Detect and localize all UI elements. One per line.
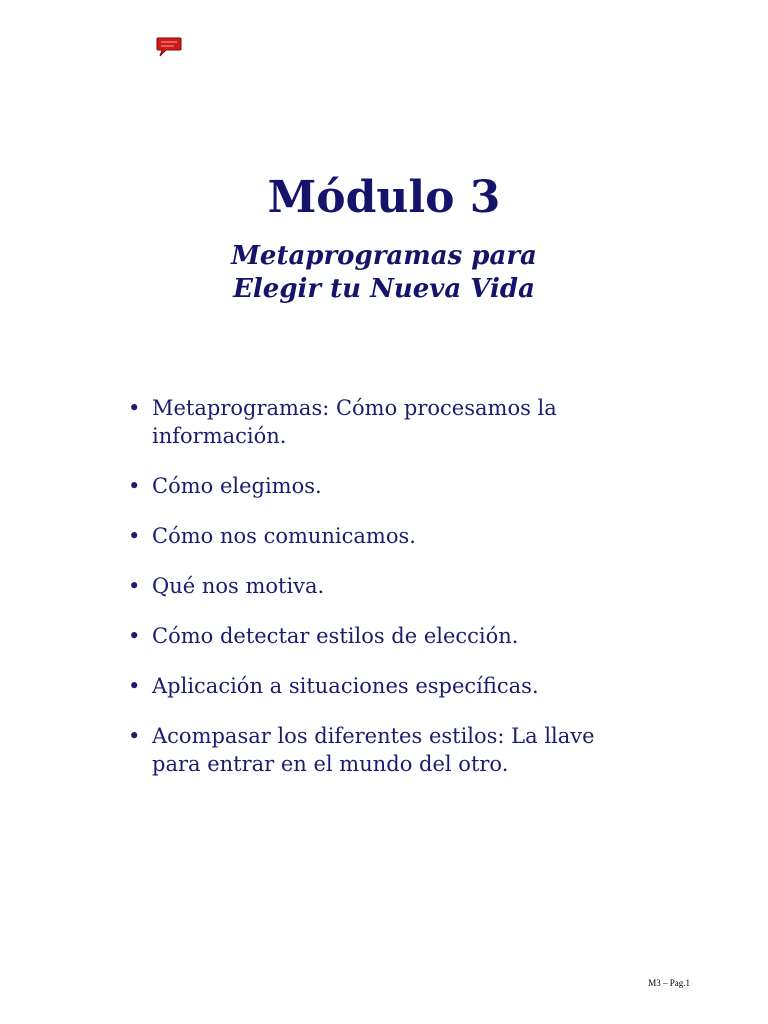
bullet-icon: • — [128, 524, 141, 548]
topic-item — [128, 472, 688, 500]
topic-line: para entrar en el mundo del otro. — [152, 752, 509, 776]
topic-line: Cómo nos comunicamos. — [152, 524, 416, 548]
topic-item — [128, 394, 688, 450]
topic-line: Acompasar los diferentes estilos: La llave — [152, 724, 595, 748]
topic-line: Qué nos motiva. — [152, 574, 325, 598]
speech-bubble-icon[interactable] — [156, 37, 182, 57]
topic-line: Cómo elegimos. — [152, 474, 322, 498]
bullet-icon: • — [128, 396, 141, 420]
bullet-icon: • — [128, 674, 141, 698]
topic-line: Metaprogramas: Cómo procesamos la — [152, 396, 557, 420]
module-title: Módulo 3 — [267, 172, 501, 223]
topic-line: información. — [152, 424, 287, 448]
topic-item — [128, 672, 688, 700]
topic-line: Aplicación a situaciones específicas. — [152, 674, 539, 698]
bullet-icon: • — [128, 474, 141, 498]
topic-item — [128, 522, 688, 550]
bullet-icon: • — [128, 724, 141, 748]
bullet-icon: • — [128, 624, 141, 648]
topic-item — [128, 572, 688, 600]
topic-item — [128, 722, 688, 778]
page-number: M3 – Pag.1 — [648, 978, 690, 988]
topic-line: Cómo detectar estilos de elección. — [152, 624, 519, 648]
module-subtitle — [0, 240, 768, 306]
topic-item — [128, 622, 688, 650]
subtitle-line-2: Elegir tu Nueva Vida — [233, 274, 535, 304]
subtitle-line-1: Metaprogramas para — [231, 241, 537, 271]
bullet-icon: • — [128, 574, 141, 598]
topic-list — [128, 394, 688, 800]
